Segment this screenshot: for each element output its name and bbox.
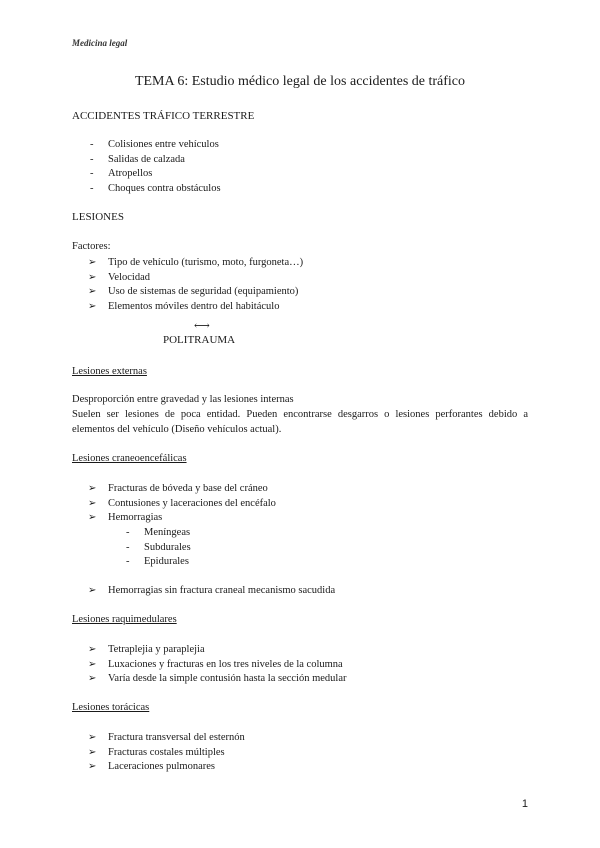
list-item: - Salidas de calzada: [90, 153, 185, 165]
list-item: ➢ Uso de sistemas de seguridad (equipamiento): [88, 286, 299, 298]
list-item: ➢ Fracturas costales múltiples: [88, 746, 225, 758]
list-item: - Meníngeas: [126, 527, 191, 538]
list-item: ➢ Hemorragias sin fractura craneal mecanismo sacudida: [88, 585, 336, 596]
heading-externas: Lesiones externas: [72, 366, 147, 377]
running-header: Medicina legal: [72, 38, 128, 48]
politrauma-label: POLITRAUMA: [163, 334, 236, 346]
factores-label: Factores:: [72, 241, 111, 252]
list-craneo: [88, 482, 276, 526]
list-item: - Colisiones entre vehículos: [90, 139, 219, 150]
list-item: ➢ Velocidad: [88, 271, 150, 283]
heading-lesiones: LESIONES: [72, 211, 124, 223]
list-item: - Atropellos: [90, 168, 153, 180]
list-toracicas: [88, 731, 245, 775]
page-title: TEMA 6: Estudio médico legal de los accidentes de tráfico: [134, 74, 466, 89]
list-accidentes: [90, 138, 221, 196]
heading-accidentes: ACCIDENTES TRÁFICO TERRESTRE: [72, 110, 255, 122]
page-number: 1: [521, 798, 528, 810]
heading-toracicas: Lesiones torácicas: [72, 702, 150, 713]
list-factores: [88, 256, 304, 314]
list-item: ➢ Hemorragias: [88, 512, 163, 524]
list-craneo-extra: [88, 584, 336, 599]
list-item: ➢ Elementos móviles dentro del habitáculo: [88, 300, 280, 312]
externas-paragraph: Suelen ser lesiones de poca entidad. Pueden encontrarse desgarros o lesiones perforantes debido a elementos del vehículo (Diseño vehículos actual).: [72, 409, 528, 435]
list-item: ➢ Varía desde la simple contusión hasta la sección medular: [88, 673, 347, 685]
list-item: ➢ Laceraciones pulmonares: [88, 761, 215, 773]
double-arrow-icon: ⟷: [194, 320, 210, 332]
list-raqui: [88, 643, 347, 687]
heading-craneo: Lesiones craneoencefálicas: [72, 453, 187, 464]
list-item: ➢ Tipo de vehículo (turismo, moto, furgoneta…): [88, 257, 304, 268]
list-item: - Choques contra obstáculos: [90, 182, 221, 194]
heading-raqui: Lesiones raquimedulares: [72, 614, 177, 625]
list-item: ➢ Luxaciones y fracturas en los tres niveles de la columna: [88, 658, 343, 670]
list-item: ➢ Contusiones y laceraciones del encéfalo: [88, 497, 276, 509]
list-hemorragias: [126, 526, 191, 570]
list-item: ➢ Fractura transversal del esternón: [88, 732, 245, 743]
list-item: - Epidurales: [126, 556, 189, 568]
externas-line: Desproporción entre gravedad y las lesiones internas: [72, 394, 294, 405]
list-item: ➢ Fracturas de bóveda y base del cráneo: [88, 483, 268, 494]
list-item: - Subdurales: [126, 541, 191, 553]
list-item: ➢ Tetraplejia y paraplejia: [88, 644, 205, 655]
